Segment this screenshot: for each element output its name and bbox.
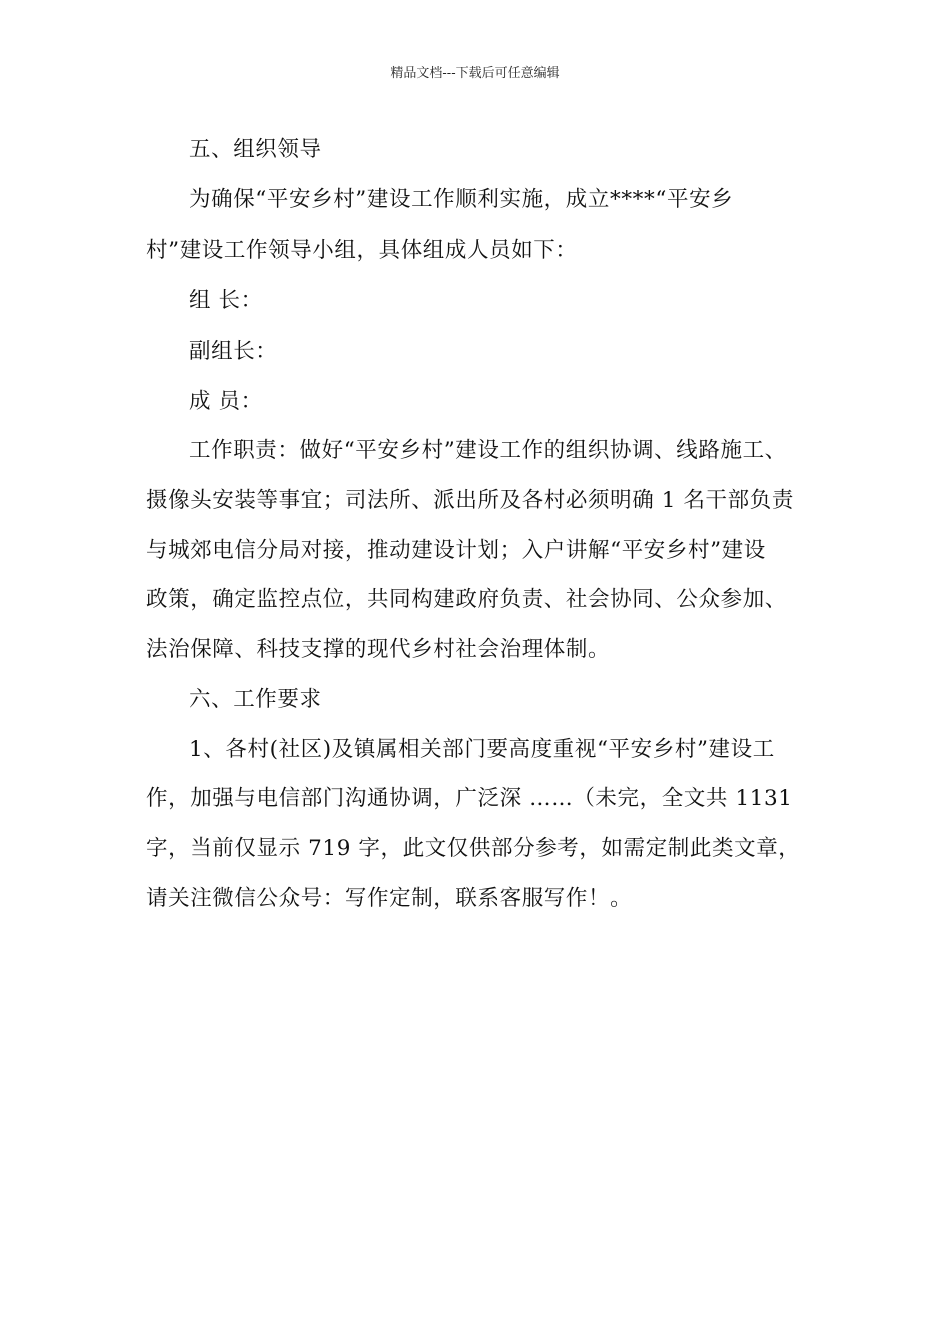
- heading-organization-leadership: 五、组织领导: [189, 137, 322, 162]
- paragraph-line: 与城郊电信分局对接，推动建设计划；入户讲解“平安乡村”建设: [146, 538, 766, 563]
- group-leader-label: 组 长：: [189, 288, 263, 313]
- members-label: 成 员：: [189, 389, 263, 414]
- paragraph-line: 作，加强与电信部门沟通协调，广泛深 ……（未完，全文共 1131: [146, 786, 793, 811]
- paragraph-line: 工作职责：做好“平安乡村”建设工作的组织协调、线路施工、: [189, 438, 787, 463]
- paragraph-line: 摄像头安装等事宜；司法所、派出所及各村必须明确 1 名干部负责: [146, 488, 794, 513]
- page-header: 精品文档---下载后可任意编辑: [390, 66, 560, 81]
- deputy-leader-label: 副组长：: [189, 339, 278, 364]
- paragraph-line: 政策，确定监控点位，共同构建政府负责、社会协同、公众参加、: [146, 587, 787, 612]
- paragraph-line: 请关注微信公众号：写作定制，联系客服写作！。: [146, 886, 633, 911]
- paragraph-line: 法治保障、科技支撑的现代乡村社会治理体制。: [146, 637, 611, 662]
- paragraph-line: 村”建设工作领导小组，具体组成人员如下：: [146, 238, 578, 263]
- paragraph-line: 为确保“平安乡村”建设工作顺利实施，成立****“平安乡: [189, 187, 734, 212]
- paragraph-line: 字，当前仅显示 719 字，此文仅供部分参考，如需定制此类文章，: [146, 836, 801, 861]
- heading-work-requirements: 六、工作要求: [189, 687, 322, 712]
- paragraph-line: 1、各村(社区)及镇属相关部门要高度重视“平安乡村”建设工: [189, 737, 775, 762]
